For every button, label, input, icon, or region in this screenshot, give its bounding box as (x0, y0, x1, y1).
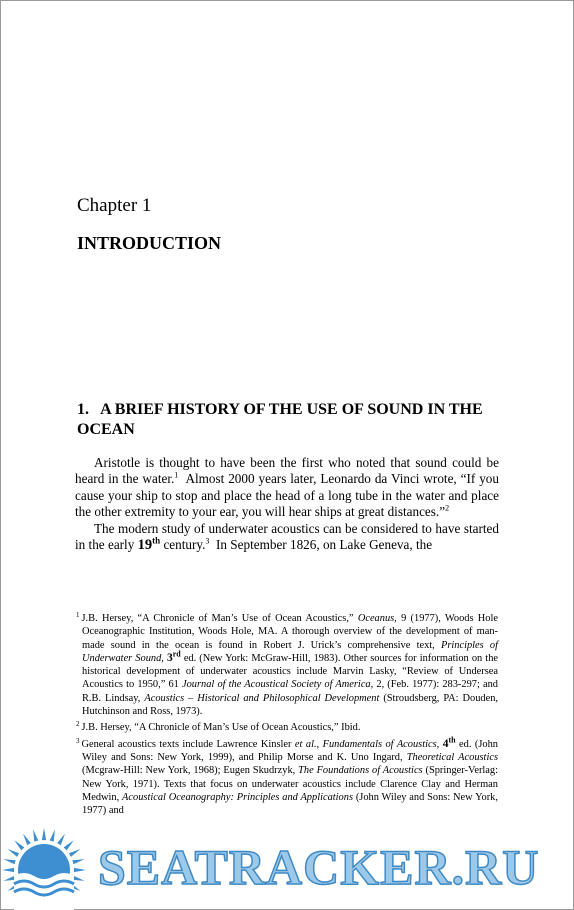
paragraph-1-text-a: Aristotle is thought to have been the first who noted that sound could be heard in the water. (75, 455, 499, 487)
sun-ray (72, 876, 84, 881)
paragraph-2 (75, 521, 499, 554)
paragraph-2-text-a: The modern study of underwater acoustics can be considered to have started in the early (75, 520, 499, 553)
footnote-3-italic: The Foundations of Acoustics (298, 765, 423, 777)
footnote-2-number: 2 (76, 720, 80, 729)
body-text (75, 455, 499, 553)
footnote-1-text: (Stroudsberg, PA: Douden, Hutchinson and Ross, 1973). (82, 692, 498, 718)
footnote-1-text: J.B. Hersey, “A Chronicle of Man’s Use of Ocean Acoustics,” (81, 613, 354, 624)
edition-number: 3 (166, 651, 173, 664)
footnote-3-text: (John Wiley and Sons: New York, 1977) and (82, 791, 498, 817)
sun-ray (3, 859, 15, 864)
sun-ray (42, 828, 46, 840)
footnote-3 (76, 735, 498, 818)
sun-icon (2, 828, 86, 910)
footnote-3-italic: Acoustical Oceanography: Principles and Applications (122, 791, 353, 803)
footnote-1 (76, 609, 498, 718)
sun-ray (3, 876, 15, 881)
sun-ray (2, 868, 14, 872)
footnote-1-italic: Oceanus, (357, 613, 397, 624)
sun-ray (50, 829, 55, 841)
paragraph-1 (75, 455, 499, 521)
edition-number: 4 (442, 737, 449, 750)
paragraph-1-text-b: Almost 2000 years later, Leonardo da Vinci wrote, “If you cause your ship to stop and place the head of a long tube in the water and place the other extremity to your ear, you will hear ships at great distances.” (75, 471, 499, 520)
footnote-1-text: 2, (Feb. 1977): 283-297; and R.B. Lindsay, (82, 679, 498, 704)
chapter-title: INTRODUCTION (77, 233, 222, 253)
sun-ray (8, 849, 20, 857)
chapter-label: Chapter 1 (77, 195, 152, 216)
paragraph-2-text-b: century. (163, 537, 206, 553)
century-suffix: th (152, 535, 161, 546)
sun-ray (23, 834, 31, 846)
sun-ray (33, 829, 38, 841)
sun-ray (69, 849, 81, 857)
section-heading (77, 400, 507, 440)
edition-suffix: rd (172, 649, 181, 659)
sun-ray (74, 868, 86, 872)
sun-ray (72, 859, 84, 864)
section-title: A BRIEF HISTORY OF THE USE OF SOUND IN THE OCEAN (77, 401, 483, 438)
footnote-3-text: ed. (John Wiley and Sons: New York, 1999), and Philip Morse and K. Uno Ingard, (82, 738, 498, 763)
century-number: 19 (137, 537, 153, 554)
sun-ray (14, 840, 24, 850)
footnote-2-text: J.B. Hersey, “A Chronicle of Man’s Use of Ocean Acoustics,” Ibid. (81, 722, 361, 734)
footnote-1-italic: Journal of the Acoustical Society of America, (181, 679, 374, 691)
footnote-ref-1[interactable]: 1 (174, 471, 179, 481)
footnote-1-italic: Acoustics – Historical and Philosophical Development (144, 692, 380, 704)
footnote-1-text: ed. (New York: McGraw-Hill, 1983). Other sources for information on the historical development of underwater acoustics include Marvin Lasky, “Review of Undersea Acoustics to 1950,” 61 (82, 652, 498, 691)
footnote-3-italic: et al., Fundamentals of Acoustics, (294, 738, 440, 750)
section-number: 1. (77, 401, 89, 418)
footnote-3-text: (Mcgraw-Hill: New York, 1968); Eugen Skudrzyk, (82, 765, 296, 777)
footnote-ref-2[interactable]: 2 (445, 503, 450, 513)
footnote-3-number: 3 (76, 736, 80, 745)
footnote-1-text: 9 (1977), Woods Hole Oceanographic Institution, Woods Hole, MA. A thorough overview of the development of man-made sound in the ocean is found in Robert J. Urick’s comprehensive text, (82, 613, 498, 651)
footnote-3-italic: Theoretical Acoustics (406, 751, 498, 763)
footnotes (76, 609, 498, 817)
watermark-text: SEATRACKER.RU (98, 839, 540, 895)
footnote-3-text: General acoustics texts include Lawrence Kinsler (81, 738, 292, 750)
footnote-2 (76, 718, 498, 734)
footnote-3-text: (Springer-Verlag: New York, 1971). Texts that focus on underwater acoustics include Clarence Clay and Herman Medwin, (82, 765, 498, 803)
sun-ray (57, 834, 65, 846)
edition-suffix: th (448, 735, 456, 745)
footnote-ref-3[interactable]: 3 (205, 536, 210, 546)
footnote-1-number: 1 (76, 611, 80, 619)
sun-ray (64, 840, 74, 850)
footnote-1-italic: Principles of Underwater Sound, (82, 639, 498, 664)
paragraph-2-text-c: In September 1826, on Lake Geneva, the (216, 537, 433, 553)
